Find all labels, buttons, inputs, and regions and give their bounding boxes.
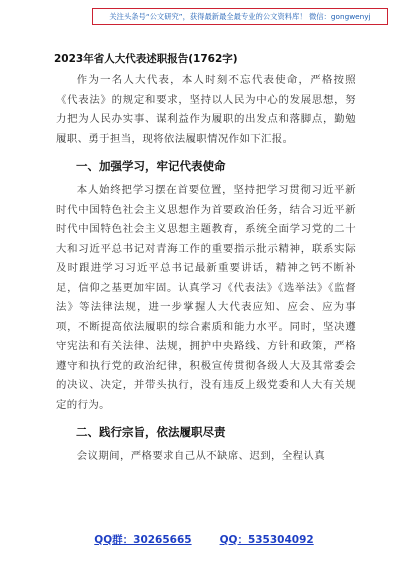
contact-footer <box>0 532 408 547</box>
section-body-2: 会议期间，严格要求自己从不缺席、迟到，全程认真 <box>76 450 325 462</box>
document-title: 2023年省人大代表述职报告(1762字) <box>54 53 238 65</box>
promo-banner-text: 关注头条号“公文研究”，获得最新最全最专业的公文资料库！ 微信：gongwenyj <box>109 12 371 21</box>
section-body-1: 本人始终把学习摆在首要位置，坚持把学习贯彻习近平新时代中国特色社会主义思想作为首要政治任务，结合习近平新时代中国特色社会主义思想主题教育，系统全面学习党的二十大和习近平总书记对青海工作的重要指示批示精神，联系实际及时跟进学习习近平总书记最新重要讲话，精神之钙不断补足，信仰之基更加牢固。认真学习《代表法》《选举法》《监督法》等法律法规，进一步掌握人大代表应知、应会、应为事项，不断提高依法履职的综合素质和能力水平。同时，坚决遵守宪法和有关法律、法规，拥护中央路线、方针和政策，严格遵守和执行党的政治纪律，积极宣传贯彻各级人大及其常委会的决议、决定，并带头执行，没有违反上级党委和人大有关规定的行为。 <box>56 184 356 411</box>
section-heading-1: 一、加强学习，牢记代表使命 <box>76 159 226 173</box>
qq-group-link[interactable]: QQ群：30265665 <box>94 534 192 546</box>
promo-banner <box>92 8 388 25</box>
qq-contact-link[interactable]: QQ：535304092 <box>219 534 314 546</box>
document-page <box>56 53 356 467</box>
section-heading-2: 二、践行宗旨，依法履职尽责 <box>76 425 226 439</box>
intro-paragraph: 作为一名人大代表，本人时刻不忘代表使命，严格按照《代表法》的规定和要求，坚持以人民为中心的发展思想，努力把为人民办实事、谋利益作为履职的出发点和落脚点，勤勉履职、勇于担当，现将依法履职情况作如下汇报。 <box>56 74 356 145</box>
